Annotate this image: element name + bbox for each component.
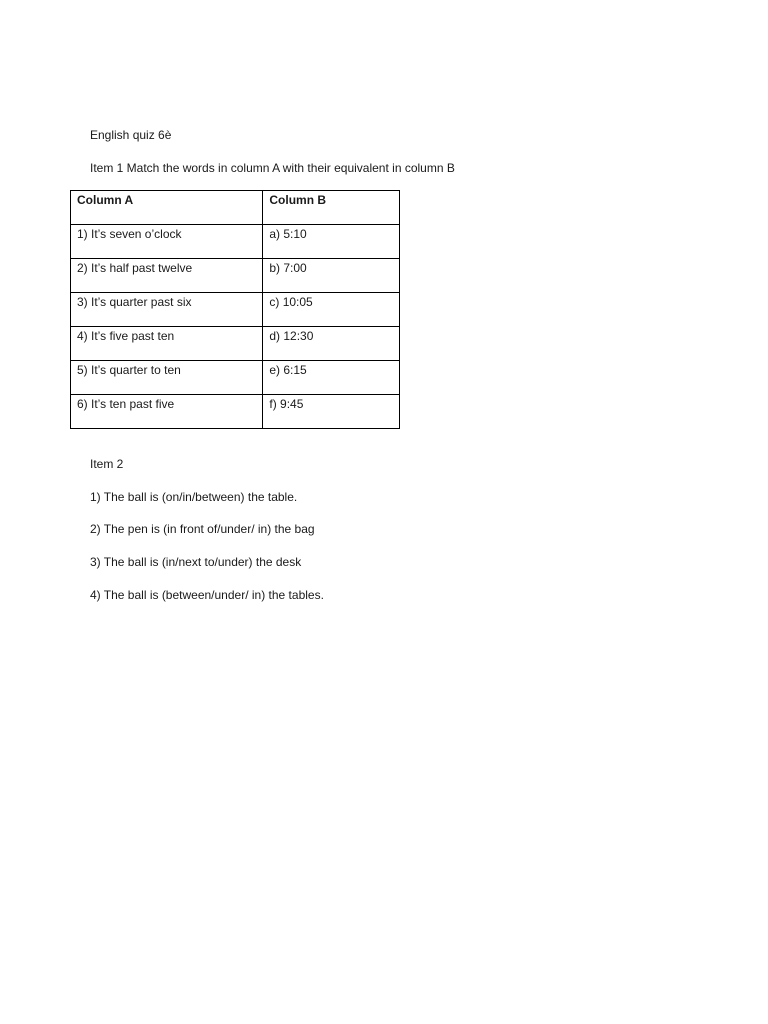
column-a-cell: 6) It’s ten past five [71, 395, 263, 429]
table-row [71, 225, 400, 259]
column-b-cell: c) 10:05 [263, 293, 400, 327]
table-row [71, 395, 400, 429]
column-a-cell: 1) It’s seven o’clock [71, 225, 263, 259]
column-b-cell: a) 5:10 [263, 225, 400, 259]
column-a-cell: 4) It’s five past ten [71, 327, 263, 361]
column-b-cell: b) 7:00 [263, 259, 400, 293]
table-header-row [71, 191, 400, 225]
table-row [71, 259, 400, 293]
question-item: 2) The pen is (in front of/under/ in) the bag [90, 522, 315, 536]
column-b-cell: f) 9:45 [263, 395, 400, 429]
column-a-header: Column A [71, 191, 263, 225]
table-row [71, 361, 400, 395]
table-row [71, 327, 400, 361]
question-item: 4) The ball is (between/under/ in) the tables. [90, 588, 324, 602]
matching-table [70, 190, 400, 429]
question-item: 3) The ball is (in/next to/under) the desk [90, 555, 302, 569]
item1-heading: Item 1 Match the words in column A with their equivalent in column B [90, 161, 455, 175]
column-b-header: Column B [263, 191, 400, 225]
column-a-cell: 3) It’s quarter past six [71, 293, 263, 327]
document-title: English quiz 6è [90, 128, 172, 142]
question-item: 1) The ball is (on/in/between) the table. [90, 490, 298, 504]
column-a-cell: 2) It’s half past twelve [71, 259, 263, 293]
table-row [71, 293, 400, 327]
column-b-cell: d) 12:30 [263, 327, 400, 361]
column-b-cell: e) 6:15 [263, 361, 400, 395]
column-a-cell: 5) It’s quarter to ten [71, 361, 263, 395]
item2-heading: Item 2 [90, 457, 124, 471]
